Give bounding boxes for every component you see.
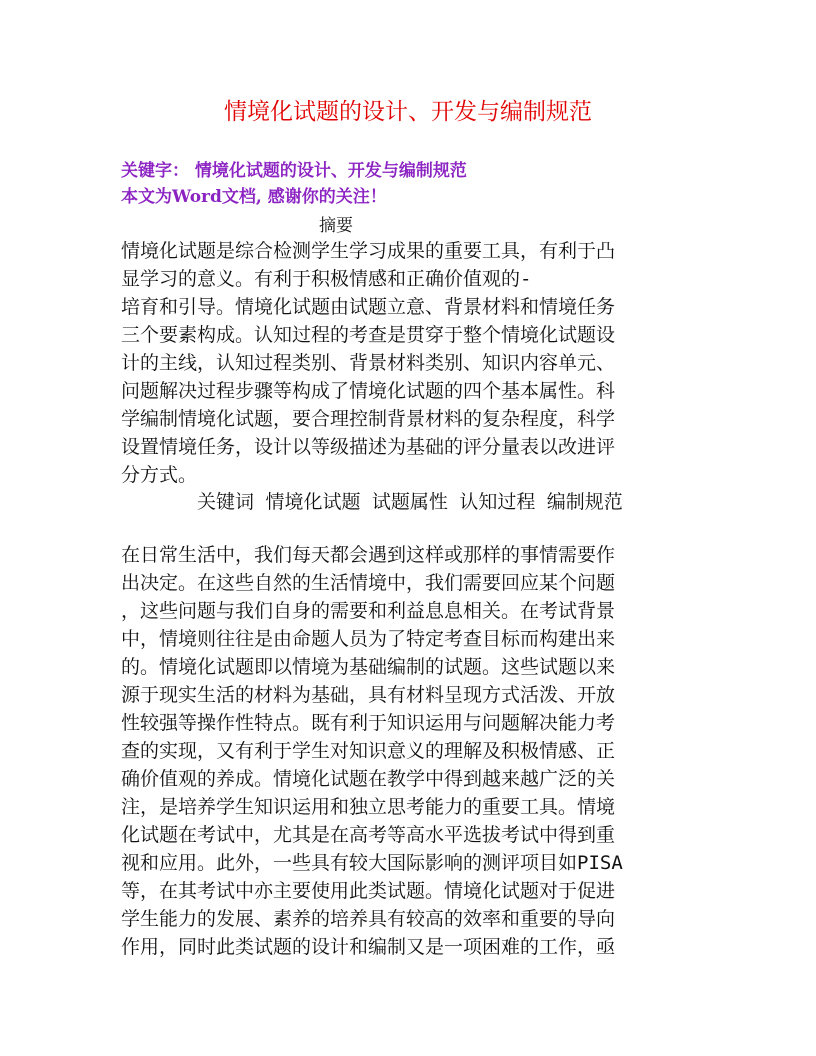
keywords-label-line: 关键字： 情境化试题的设计、开发与编制规范 [121, 161, 467, 181]
text-line: 查的实现，又有利于学生对知识意义的理解及积极情感、正 [121, 740, 616, 762]
keywords-line: 关键词 情境化试题 试题属性 认知过程 编制规范 [197, 491, 623, 513]
text-line: 注，是培养学生知识运用和独立思考能力的重要工具。情境 [121, 796, 616, 818]
text-line: 源于现实生活的材料为基础，具有材料呈现方式活泼、开放 [121, 684, 616, 706]
text-line: 作用，同时此类试题的设计和编制又是一项困难的工作，亟 [121, 936, 616, 958]
text-line: 问题解决过程步骤等构成了情境化试题的四个基本属性。科 [121, 380, 616, 402]
body-text [121, 541, 681, 961]
text-line: 性较强等操作性特点。既有利于知识运用与问题解决能力考 [121, 712, 616, 734]
text-line: 设置情境任务，设计以等级描述为基础的评分量表以改进评 [121, 436, 616, 458]
text-line: 确价值观的养成。情境化试题在教学中得到越来越广泛的关 [121, 768, 616, 790]
text-line: 培育和引导。情境化试题由试题立意、背景材料和情境任务 [121, 296, 616, 318]
abstract-heading: 摘要 [319, 216, 353, 236]
text-line: ，这些问题与我们自身的需要和利益息息相关。在考试背景 [121, 600, 616, 622]
text-line: 等，在其考试中亦主要使用此类试题。情境化试题对于促进 [121, 880, 616, 902]
text-line: 分方式。 [121, 464, 198, 486]
text-line: 学生能力的发展、素养的培养具有较高的效率和重要的导向 [121, 908, 616, 930]
text-line: 出决定。在这些自然的生活情境中，我们需要回应某个问题 [121, 572, 616, 594]
text-line: 化试题在考试中，尤其是在高考等高水平选拔考试中得到重 [121, 824, 616, 846]
text-line: 视和应用。此外，一些具有较大国际影响的测评项目如PISA [121, 852, 623, 874]
text-line: 在日常生活中，我们每天都会遇到这样或那样的事情需要作 [121, 544, 616, 566]
notice-line: 本文为Word文档, 感谢你的关注！ [121, 187, 387, 207]
text-line: 的。情境化试题即以情境为基础编制的试题。这些试题以来 [121, 656, 616, 678]
text-line: 情境化试题是综合检测学生学习成果的重要工具，有利于凸 [121, 240, 616, 262]
text-line: 中，情境则往往是由命题人员为了特定考查目标而构建出来 [121, 628, 616, 650]
text-line: 三个要素构成。认知过程的考查是贯穿于整个情境化试题设 [121, 324, 616, 346]
text-line: 学编制情境化试题，要合理控制背景材料的复杂程度，科学 [121, 408, 616, 430]
document-title: 情境化试题的设计、开发与编制规范 [224, 99, 592, 125]
text-line: 计的主线，认知过程类别、背景材料类别、知识内容单元、 [121, 352, 616, 374]
text-line: 显学习的意义。有利于积极情感和正确价值观的- [121, 268, 532, 290]
abstract-text [121, 237, 681, 489]
